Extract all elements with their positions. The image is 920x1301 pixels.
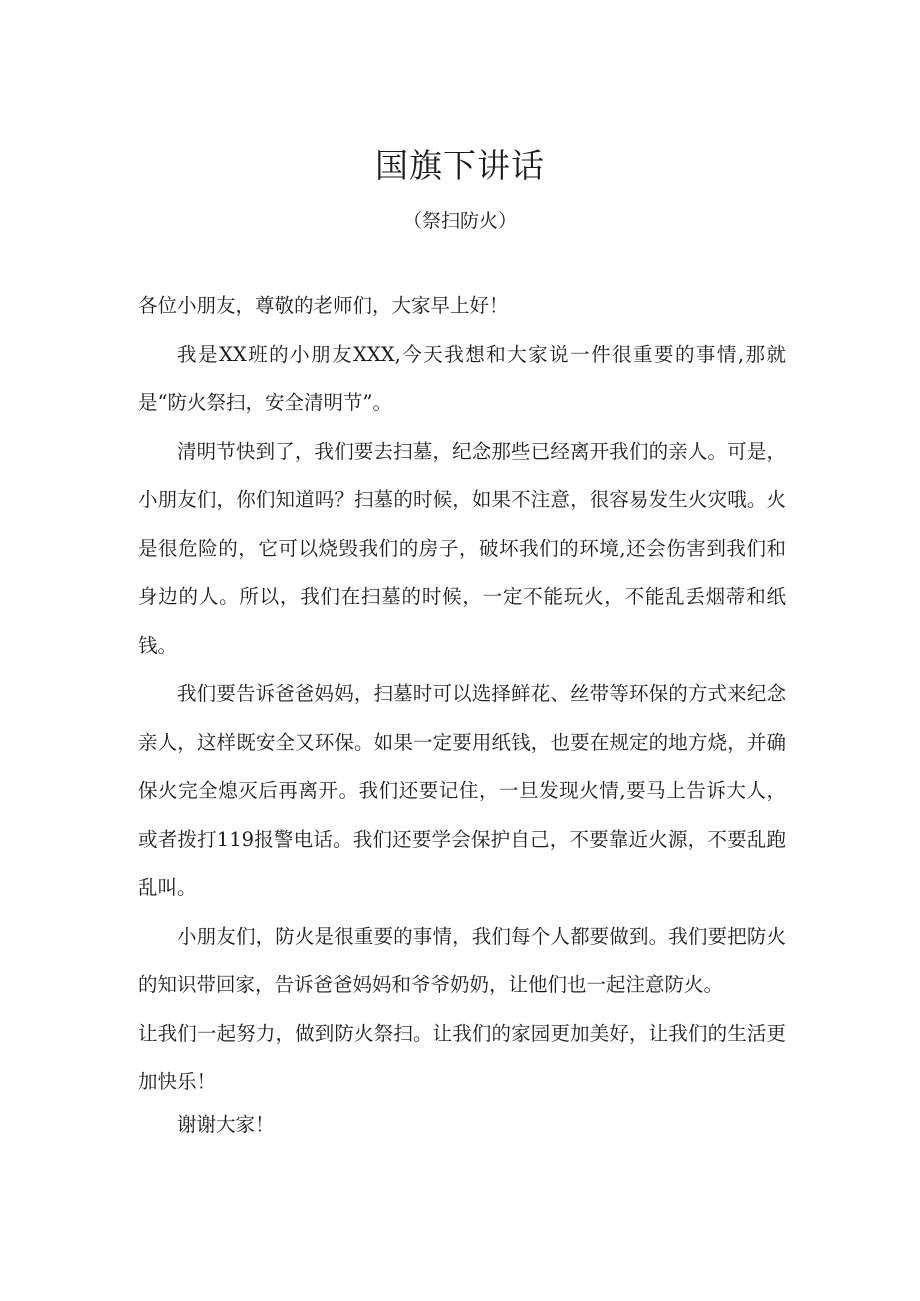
greeting-paragraph: 各位小朋友，尊敬的老师们，大家早上好！: [138, 294, 509, 317]
document-subtitle: （祭扫防火）: [402, 210, 517, 232]
document-title: 国旗下讲话: [375, 146, 545, 185]
document-body: [138, 282, 786, 1143]
body-paragraph-danger: 清明节快到了，我们要去扫墓，纪念那些已经离开我们的亲人。可是，小朋友们，你们知道吗？扫墓的时候，如果不注意，很容易发生火灾哦。火是很危险的，它可以烧毁我们的房子，破坏我们的环境,还会伤害到我们和身边的人。所以，我们在扫墓的时候，一定不能玩火，不能乱丢烟蒂和纸钱。: [138, 439, 786, 657]
body-paragraph-advice: 我们要告诉爸爸妈妈，扫墓时可以选择鲜花、丝带等环保的方式来纪念亲人，这样既安全又环保。如果一定要用纸钱，也要在规定的地方烧，并确保火完全熄灭后再离开。我们还要记住，一旦发现火情,要马上告诉大人，或者拨打119报警电话。我们还要学会保护自己，不要靠近火源，不要乱跑乱叫。: [138, 682, 786, 899]
closing-line: 谢谢大家！: [177, 1112, 275, 1136]
body-paragraph-intro: 我是XX班的小朋友XXX,今天我想和大家说一件很重要的事情,那就是“防火祭扫，安全清明节”。: [138, 342, 786, 414]
body-paragraph-summary: 小朋友们，防火是很重要的事情，我们每个人都要做到。我们要把防火的知识带回家，告诉爸爸妈妈和爷爷奶奶，让他们也一起注意防火。: [138, 924, 786, 996]
call-to-action-paragraph: 让我们一起努力，做到防火祭扫。让我们的家园更加美好，让我们的生活更加快乐！: [138, 1021, 786, 1093]
